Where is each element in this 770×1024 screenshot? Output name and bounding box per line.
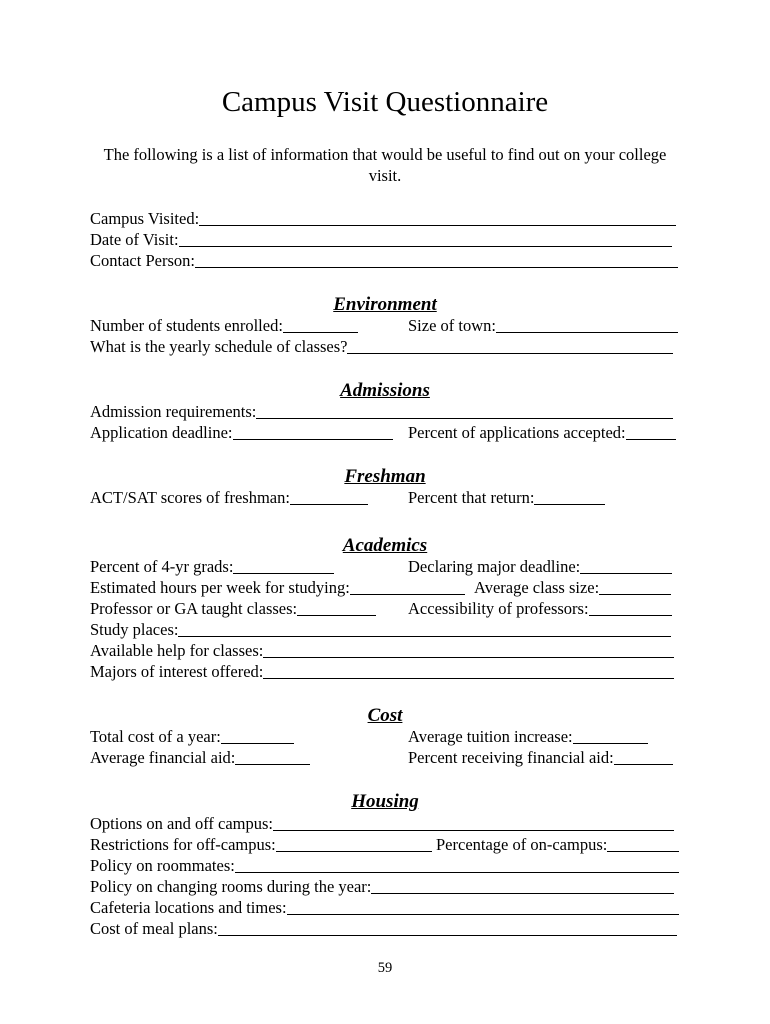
four-yr-grads-line[interactable]: [233, 572, 334, 574]
percent-aid-label: Percent receiving financial aid:: [408, 748, 614, 767]
study-hours-label: Estimated hours per week for studying:: [90, 578, 350, 597]
study-places-label: Study places:: [90, 620, 179, 639]
meal-plans-label: Cost of meal plans:: [90, 919, 218, 938]
financial-aid-line[interactable]: [235, 763, 310, 765]
accessibility-label: Accessibility of professors:: [408, 599, 589, 618]
changing-rooms-field[interactable]: [90, 877, 674, 897]
percent-return-label: Percent that return:: [408, 488, 535, 507]
roommates-label: Policy on roommates:: [90, 856, 235, 875]
percent-return-line[interactable]: [534, 503, 605, 505]
cafeteria-line[interactable]: [287, 913, 679, 915]
class-size-field[interactable]: [474, 578, 671, 598]
class-size-line[interactable]: [599, 593, 671, 595]
majors-offered-label: Majors of interest offered:: [90, 662, 264, 681]
majors-offered-line[interactable]: [263, 677, 674, 679]
page-title: Campus Visit Questionnaire: [221, 86, 549, 118]
percent-aid-line[interactable]: [614, 763, 673, 765]
total-cost-label: Total cost of a year:: [90, 727, 221, 746]
total-cost-field[interactable]: [90, 727, 294, 747]
study-places-line[interactable]: [178, 635, 671, 637]
size-of-town-line[interactable]: [496, 331, 678, 333]
available-help-label: Available help for classes:: [90, 641, 264, 660]
roommates-line[interactable]: [235, 871, 679, 873]
tuition-increase-field[interactable]: [408, 727, 648, 747]
tuition-increase-label: Average tuition increase:: [408, 727, 573, 746]
total-cost-line[interactable]: [221, 742, 294, 744]
admission-requirements-field[interactable]: [90, 402, 673, 422]
housing-heading: Housing: [351, 791, 419, 812]
percent-on-campus-label: Percentage of on-campus:: [436, 835, 608, 854]
cafeteria-field[interactable]: [90, 898, 679, 918]
admission-requirements-line[interactable]: [256, 417, 673, 419]
academics-heading: Academics: [342, 535, 428, 556]
declaring-major-field[interactable]: [408, 557, 672, 577]
percent-on-campus-field[interactable]: [436, 835, 679, 855]
meal-plans-line[interactable]: [218, 934, 677, 936]
date-of-visit-label: Date of Visit:: [90, 230, 179, 249]
declaring-major-line[interactable]: [580, 572, 672, 574]
accessibility-line[interactable]: [589, 614, 672, 616]
admissions-heading: Admissions: [340, 380, 430, 401]
four-yr-grads-label: Percent of 4-yr grads:: [90, 557, 234, 576]
students-enrolled-label: Number of students enrolled:: [90, 316, 283, 335]
housing-options-field[interactable]: [90, 814, 674, 834]
percent-on-campus-line[interactable]: [607, 850, 679, 852]
application-deadline-field[interactable]: [90, 423, 393, 443]
accessibility-field[interactable]: [408, 599, 672, 619]
yearly-schedule-line[interactable]: [347, 352, 673, 354]
intro-text: The following is a list of information that would be useful to find out on your college visit.: [103, 145, 667, 185]
restrictions-field[interactable]: [90, 835, 432, 855]
study-hours-line[interactable]: [350, 593, 465, 595]
contact-person-field[interactable]: [90, 251, 678, 271]
application-deadline-line[interactable]: [233, 438, 394, 440]
declaring-major-label: Declaring major deadline:: [408, 557, 581, 576]
percent-return-field[interactable]: [408, 488, 605, 508]
housing-options-line[interactable]: [273, 829, 674, 831]
financial-aid-field[interactable]: [90, 748, 310, 768]
admission-requirements-label: Admission requirements:: [90, 402, 257, 421]
changing-rooms-label: Policy on changing rooms during the year:: [90, 877, 372, 896]
act-sat-label: ACT/SAT scores of freshman:: [90, 488, 290, 507]
restrictions-line[interactable]: [276, 850, 432, 852]
meal-plans-field[interactable]: [90, 919, 677, 939]
roommates-field[interactable]: [90, 856, 679, 876]
act-sat-field[interactable]: [90, 488, 368, 508]
date-of-visit-line[interactable]: [179, 245, 672, 247]
study-hours-field[interactable]: [90, 578, 465, 598]
professor-ga-line[interactable]: [297, 614, 376, 616]
campus-visited-label: Campus Visited:: [90, 209, 200, 228]
restrictions-label: Restrictions for off-campus:: [90, 835, 276, 854]
students-enrolled-line[interactable]: [283, 331, 358, 333]
act-sat-line[interactable]: [290, 503, 368, 505]
four-yr-grads-field[interactable]: [90, 557, 334, 577]
available-help-line[interactable]: [263, 656, 674, 658]
percent-accepted-field[interactable]: [408, 423, 676, 443]
class-size-label: Average class size:: [474, 578, 600, 597]
students-enrolled-field[interactable]: [90, 316, 358, 336]
freshman-heading: Freshman: [344, 466, 426, 487]
changing-rooms-line[interactable]: [371, 892, 674, 894]
cafeteria-label: Cafeteria locations and times:: [90, 898, 287, 917]
contact-person-line[interactable]: [195, 266, 678, 268]
environment-heading: Environment: [333, 294, 437, 315]
date-of-visit-field[interactable]: [90, 230, 672, 250]
housing-options-label: Options on and off campus:: [90, 814, 274, 833]
size-of-town-field[interactable]: [408, 316, 678, 336]
cost-heading: Cost: [367, 705, 403, 726]
professor-ga-field[interactable]: [90, 599, 376, 619]
percent-aid-field[interactable]: [408, 748, 673, 768]
page-number: 59: [377, 960, 393, 976]
professor-ga-label: Professor or GA taught classes:: [90, 599, 298, 618]
available-help-field[interactable]: [90, 641, 674, 661]
majors-offered-field[interactable]: [90, 662, 674, 682]
campus-visited-field[interactable]: [90, 209, 676, 229]
contact-person-label: Contact Person:: [90, 251, 195, 270]
study-places-field[interactable]: [90, 620, 671, 640]
percent-accepted-line[interactable]: [626, 438, 676, 440]
tuition-increase-line[interactable]: [573, 742, 648, 744]
yearly-schedule-label: What is the yearly schedule of classes?: [90, 337, 348, 356]
percent-accepted-label: Percent of applications accepted:: [408, 423, 626, 442]
application-deadline-label: Application deadline:: [90, 423, 233, 442]
size-of-town-label: Size of town:: [408, 316, 496, 335]
yearly-schedule-field[interactable]: [90, 337, 673, 357]
financial-aid-label: Average financial aid:: [90, 748, 236, 767]
campus-visited-line[interactable]: [199, 224, 676, 226]
